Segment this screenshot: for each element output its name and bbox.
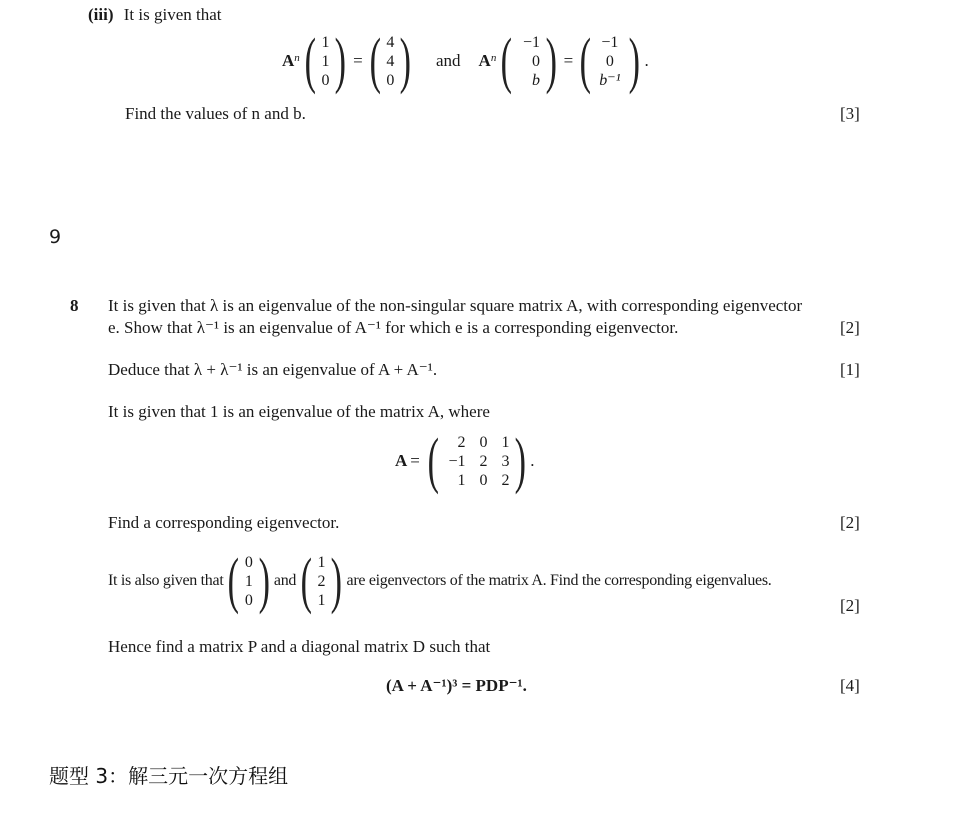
page-number: 9 bbox=[49, 226, 62, 248]
q8-para1-line2: e. Show that λ⁻¹ is an eigenvalue of A⁻¹ for which e is a corresponding eigenvector. bbox=[108, 318, 679, 337]
marks-iii: [3] bbox=[840, 104, 860, 123]
q8-para4: Find a corresponding eigenvector. bbox=[108, 513, 340, 532]
equals-sign: = bbox=[353, 51, 363, 70]
vec-entry: 0 bbox=[386, 71, 395, 89]
vec-entry: 1 bbox=[317, 591, 326, 609]
q8-para5 bbox=[108, 547, 772, 615]
equals-sign: = bbox=[563, 51, 574, 70]
matrix-A-definition bbox=[395, 427, 535, 495]
vec-entry: 0 bbox=[244, 553, 253, 571]
q8-para2: Deduce that λ + λ⁻¹ is an eigenvalue of A + A⁻¹. bbox=[108, 360, 438, 379]
period: . bbox=[530, 451, 535, 470]
period: . bbox=[644, 51, 649, 70]
vec-entry: 0 bbox=[321, 71, 330, 89]
final-equation: (A + A⁻¹)³ = PDP⁻¹. bbox=[386, 676, 527, 695]
matrix-entry: 1 bbox=[501, 433, 510, 451]
vec-entry: 0 bbox=[244, 591, 253, 609]
conjunction: and bbox=[436, 51, 461, 70]
matrix-entry: −1 bbox=[448, 452, 466, 470]
part-iii-intro bbox=[88, 5, 221, 25]
section-heading: 题型 3：解三元一次方程组 bbox=[49, 764, 289, 788]
intro-text: It is given that bbox=[123, 5, 222, 24]
vec-entry: 0 bbox=[605, 52, 614, 70]
vec-entry: −1 bbox=[601, 33, 619, 51]
marks-p6: [4] bbox=[840, 676, 860, 695]
matrix-entry: 0 bbox=[479, 433, 488, 451]
question-number: 8 bbox=[70, 296, 79, 315]
vec-entry: 1 bbox=[321, 33, 330, 51]
matrix-entry: 2 bbox=[501, 471, 510, 489]
p5-pre-text: It is also given that bbox=[108, 572, 224, 589]
vec-entry: 4 bbox=[386, 33, 395, 51]
vec-entry: 4 bbox=[386, 52, 395, 70]
vec-entry: 1 bbox=[317, 553, 326, 571]
vec-entry: 2 bbox=[317, 572, 326, 590]
matrix-entry: 2 bbox=[479, 452, 488, 470]
vec-entry: b bbox=[531, 71, 540, 89]
matrix-A: ( 2 0 1 −1 2 3 1 0 2 ) bbox=[427, 427, 526, 495]
vec-entry: 1 bbox=[321, 52, 330, 70]
p5-and: and bbox=[273, 572, 297, 589]
vec-entry: 1 bbox=[244, 572, 253, 590]
matrix-entry: 1 bbox=[457, 471, 466, 489]
vector-lhs-1: ( 1 1 0 ) bbox=[304, 27, 347, 95]
q8-para6: Hence find a matrix P and a diagonal matrix D such that bbox=[108, 637, 491, 656]
marks-p2: [1] bbox=[840, 360, 860, 379]
vector-lhs-2: ( −1 0 b ) bbox=[500, 27, 557, 95]
q8-para3: It is given that 1 is an eigenvalue of the matrix A, where bbox=[108, 402, 490, 421]
matrix-symbol: A bbox=[478, 51, 491, 70]
matrix-entry: 2 bbox=[457, 433, 466, 451]
marks-p4: [2] bbox=[840, 513, 860, 532]
eigenvector-1: ( 0 1 0 ) bbox=[228, 547, 270, 615]
matrix-symbol: A bbox=[395, 451, 408, 470]
vector-rhs-1: ( 4 4 0 ) bbox=[369, 27, 412, 95]
q8-para1-line1: It is given that λ is an eigenvalue of the non-singular square matrix A, with corresponding eigenvector bbox=[108, 296, 803, 315]
marks-p1: [2] bbox=[840, 318, 860, 337]
vector-rhs-2: ( −1 0 b⁻¹ ) bbox=[579, 27, 640, 95]
matrix-symbol: A bbox=[282, 51, 295, 70]
vec-entry: 0 bbox=[531, 52, 540, 70]
part-label: (iii) bbox=[88, 5, 114, 24]
equals-sign: = bbox=[410, 451, 420, 470]
eigenvector-2: ( 1 2 1 ) bbox=[300, 547, 342, 615]
matrix-entry: 3 bbox=[501, 452, 510, 470]
marks-p5: [2] bbox=[840, 596, 860, 615]
matrix-entry: 0 bbox=[479, 471, 488, 489]
vec-entry: −1 bbox=[522, 33, 540, 51]
power: n bbox=[490, 52, 497, 64]
given-equations bbox=[282, 27, 649, 95]
part-iii-question: Find the values of n and b. bbox=[125, 104, 306, 123]
power: n bbox=[294, 52, 300, 64]
vec-entry: b⁻¹ bbox=[599, 71, 621, 89]
p5-post-text: are eigenvectors of the matrix A. Find the corresponding eigenvalues. bbox=[346, 572, 772, 589]
